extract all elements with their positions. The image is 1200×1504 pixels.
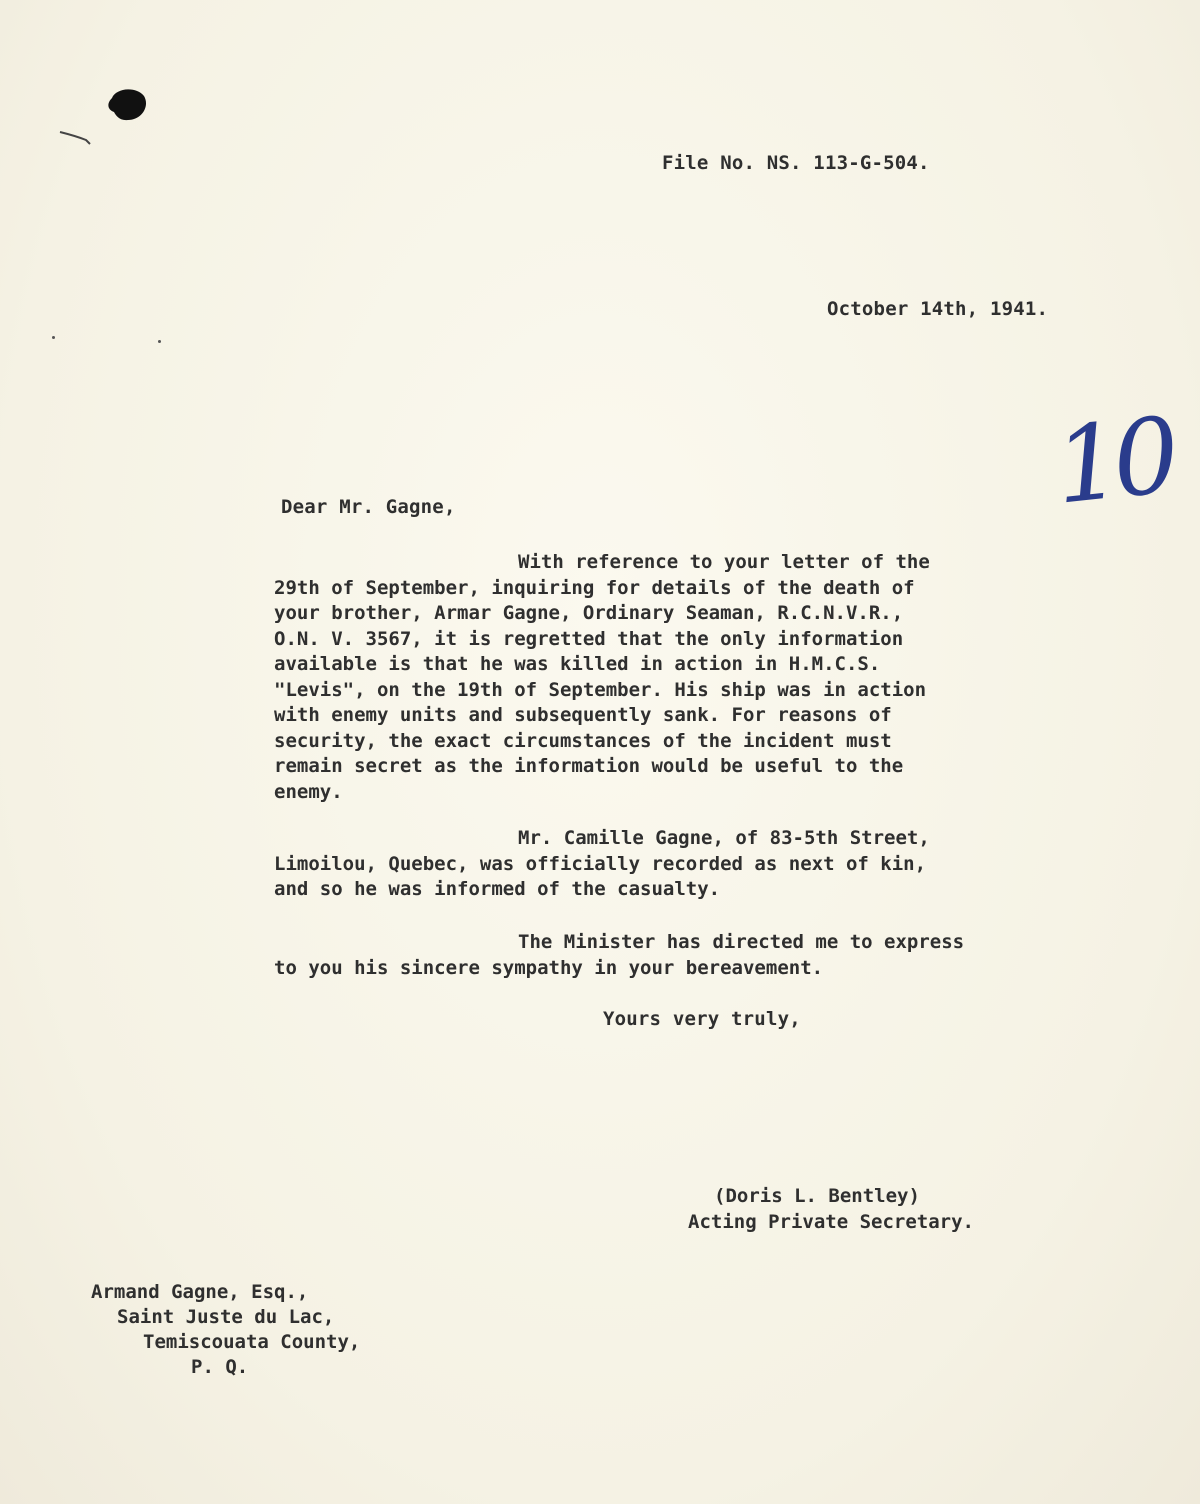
paragraph-line: 29th of September, inquiring for details of the death of: [274, 576, 915, 599]
closing: Yours very truly,: [603, 1008, 801, 1030]
paragraph-line: and so he was informed of the casualty.: [274, 878, 721, 900]
paragraph-line: to you his sincere sympathy in your bereavement.: [274, 956, 824, 979]
paragraph-line: with enemy units and subsequently sank. For reasons of: [274, 704, 892, 726]
paper-speck: [52, 336, 55, 339]
body-paragraph-1: [274, 550, 1034, 805]
paper-scratch-mark: [58, 126, 98, 150]
salutation: Dear Mr. Gagne,: [281, 496, 456, 518]
address-line: P. Q.: [191, 1356, 249, 1378]
letter-date: October 14th, 1941.: [827, 298, 1049, 320]
paragraph-line: security, the exact circumstances of the incident must: [274, 729, 892, 752]
paragraph-line: With reference to your letter of the: [518, 551, 930, 573]
paragraph-line: O.N. V. 3567, it is regretted that the only information: [274, 627, 904, 650]
paragraph-line: The Minister has directed me to express: [518, 931, 965, 953]
addressee-block: [91, 1280, 360, 1380]
paragraph-line: your brother, Armar Gagne, Ordinary Seaman, R.C.N.V.R.,: [274, 602, 904, 624]
address-line: Armand Gagne, Esq.,: [91, 1281, 309, 1303]
paragraph-line: "Levis", on the 19th of September. His ship was in action: [274, 678, 927, 701]
address-line: Temiscouata County,: [143, 1331, 361, 1353]
body-paragraph-2: [274, 826, 1034, 903]
paragraph-line: available is that he was killed in action in H.M.C.S.: [274, 653, 881, 675]
body-paragraph-3: [274, 930, 1034, 981]
address-line: Saint Juste du Lac,: [117, 1306, 335, 1328]
paragraph-line: Limoilou, Quebec, was officially recorded as next of kin,: [274, 852, 927, 875]
paragraph-line: enemy.: [274, 780, 343, 803]
signatory-title: Acting Private Secretary.: [688, 1211, 974, 1233]
file-number: File No. NS. 113-G-504.: [662, 152, 930, 174]
signatory-name: (Doris L. Bentley): [714, 1185, 920, 1207]
paragraph-line: remain secret as the information would be useful to the: [274, 755, 904, 777]
paper-speck: [158, 340, 161, 343]
paragraph-line: Mr. Camille Gagne, of 83-5th Street,: [518, 827, 930, 849]
signature-block: [688, 1183, 974, 1235]
punch-hole-mark: [106, 86, 148, 124]
handwritten-page-number: 10: [1048, 394, 1178, 528]
